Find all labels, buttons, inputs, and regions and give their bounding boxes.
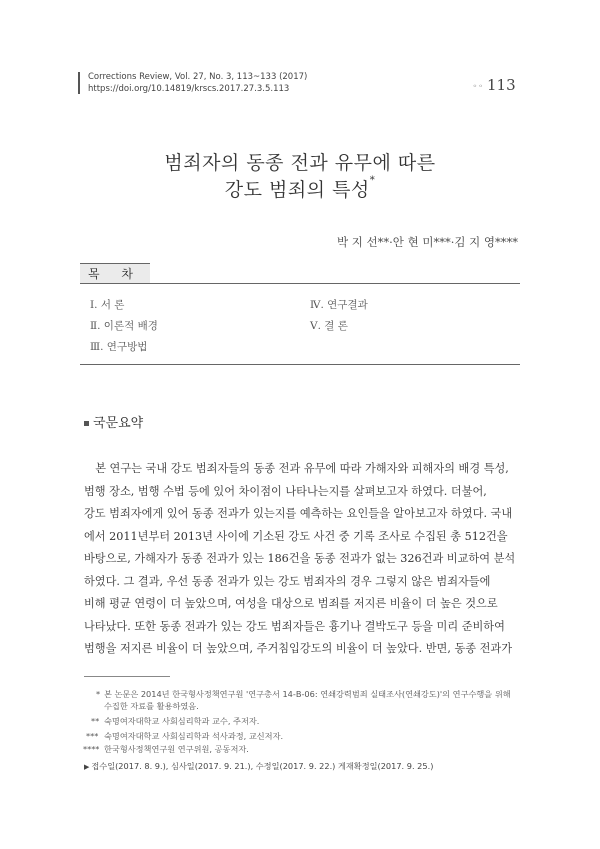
footnote-author-2: 숙명여자대학교 사회심리학과 석사과정, 교신저자.	[104, 731, 284, 741]
footnote-marker: **	[91, 716, 100, 726]
footnote-marker: *	[96, 689, 101, 699]
submission-dates-text: 접수일(2017. 8. 9.), 심사일(2017. 9. 21.), 수정일(2017. 9. 22.) 게재확정일(2017. 9. 25.)	[91, 761, 434, 771]
abstract-line: 범행 장소, 범행 수법 등에 있어 차이점이 나타나는지를 살펴보고자 하였다. 더불어,	[84, 484, 487, 498]
toc-item[interactable]: Ⅳ. 연구결과	[310, 299, 368, 311]
footnote-marker: ***	[86, 731, 99, 741]
toc-item[interactable]: Ⅰ. 서 론	[90, 299, 125, 311]
toc-item[interactable]: Ⅴ. 결 론	[310, 320, 348, 332]
abstract-heading	[84, 412, 143, 431]
page-number: 113	[487, 76, 516, 94]
abstract-line: 본 연구는 국내 강도 범죄자들의 동종 전과 유무에 따라 가해자와 피해자의 배경 특성,	[84, 462, 509, 475]
title-footnote-mark[interactable]: *	[369, 175, 376, 186]
paper-title-line-2	[0, 175, 600, 202]
abstract-body	[84, 458, 524, 661]
footnote-author-1: 숙명여자대학교 사회심리학과 교수, 주저자.	[104, 716, 260, 726]
footnote-divider	[84, 676, 170, 677]
doi-link[interactable]: https://doi.org/10.14819/krscs.2017.27.3.5.113	[88, 84, 290, 94]
abstract-line: 범행을 저지른 비율이 더 높았으며, 주거침입강도의 비율이 더 높았다. 반면, 동종 전과가	[84, 642, 513, 655]
abstract-line: 에서 2011년부터 2013년 사이에 기소된 강도 사건 중 기록 조사로 수집된 총 512건을	[84, 529, 508, 543]
abstract-line: 하였다. 그 결과, 우선 동종 전과가 있는 강도 범죄자의 경우 그렇지 않은 범죄자들에	[84, 574, 491, 588]
footnote-funding: 본 논문은 2014년 한국형사정책연구원 '연구총서 14-B-06: 연쇄강력범죄 실태조사(연쇄강도)'의 연구수행을 위해	[104, 689, 511, 699]
footnote-funding-cont: 수집한 자료를 활용하였음.	[104, 701, 199, 711]
author-list: 박 지 선**·안 현 미***·김 지 영****	[337, 235, 518, 249]
page-header	[0, 0, 600, 100]
header-accent-bar	[78, 72, 80, 94]
submission-dates	[84, 761, 433, 772]
toc-item[interactable]: Ⅱ. 이론적 배경	[90, 320, 158, 332]
abstract-heading-text: 국문요약	[93, 416, 144, 431]
journal-citation: Corrections Review, Vol. 27, No. 3, 113~133 (2017)	[88, 72, 308, 82]
paper-title-text: 강도 범죄의 특성	[224, 179, 370, 201]
toc-item[interactable]: Ⅲ. 연구방법	[90, 341, 148, 353]
abstract-line: 비해 평균 연령이 더 높았으며, 여성을 대상으로 범죄를 저지른 비율이 더 높은 것으로	[84, 597, 498, 610]
triangle-bullet-icon: ▶	[84, 763, 90, 771]
header-mark: ᄋᄋ	[472, 85, 484, 92]
abstract-line: 나타났다. 또한 동종 전과가 있는 강도 범죄자들은 흉기나 결박도구 등을 미리 준비하여	[84, 619, 505, 633]
abstract-line: 바탕으로, 가해자가 동종 전과가 있는 186건을 동종 전과가 없는 326건과 비교하여 분석	[84, 552, 516, 565]
table-of-contents	[80, 283, 520, 365]
toc-heading: 목 차	[80, 263, 150, 284]
abstract-line: 강도 범죄자에게 있어 동종 전과가 있는지를 예측하는 요인들을 알아보고자 하였다. 국내	[84, 507, 513, 520]
footnote-marker: ****	[83, 744, 100, 754]
paper-title-line-1: 범죄자의 동종 전과 유무에 따른	[164, 152, 436, 174]
footnote-author-3: 한국형사정책연구원 연구위원, 공동저자.	[104, 744, 249, 754]
square-bullet-icon	[84, 421, 89, 426]
